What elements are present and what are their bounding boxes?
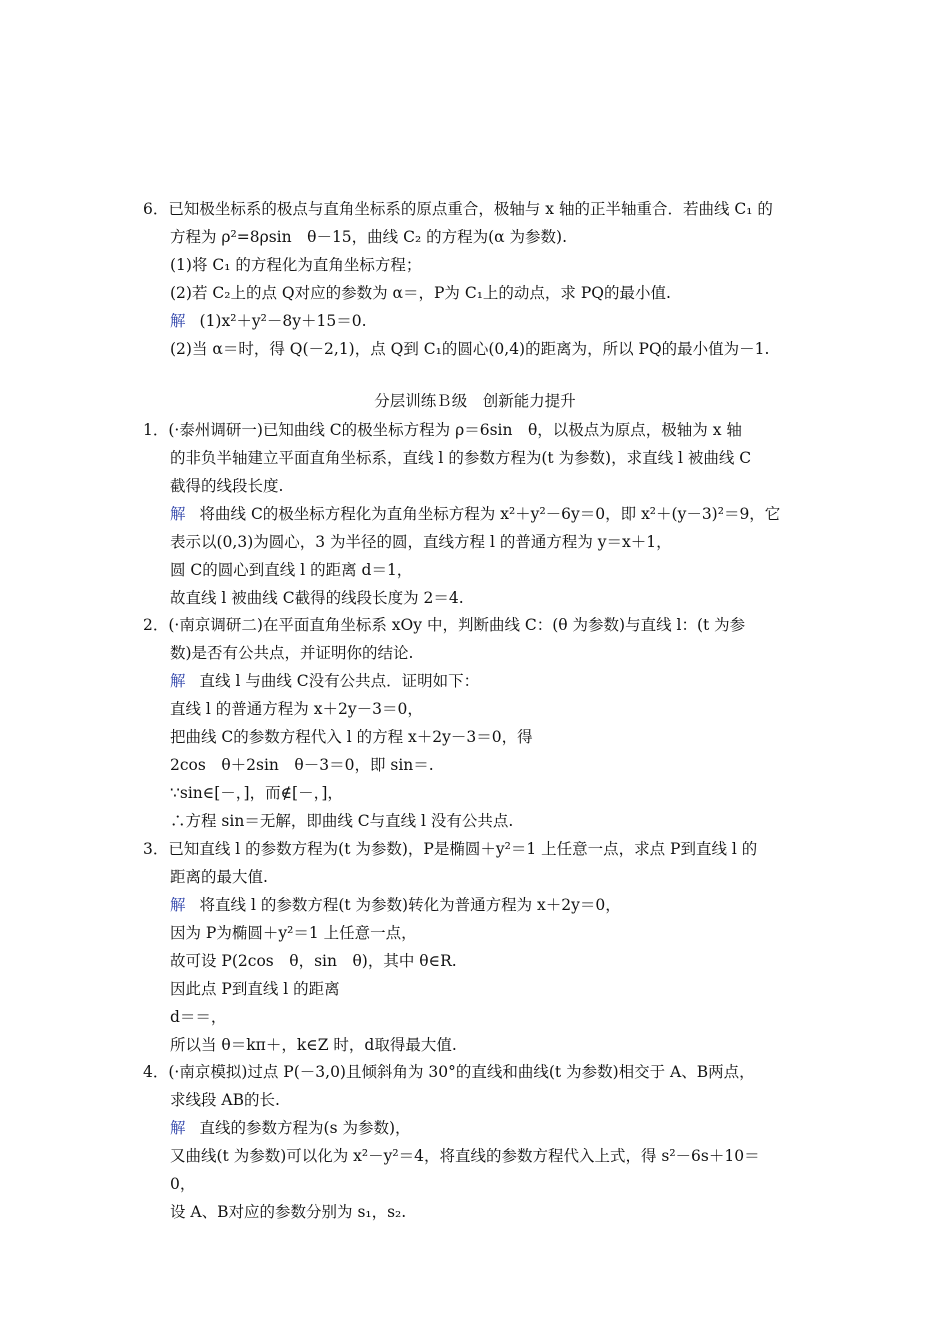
problem-2-solution-3: 把曲线 C的参数方程代入 l 的方程 x＋2y－3＝0，得	[170, 728, 533, 746]
problem-2-solution-1	[170, 670, 479, 692]
problem-1-line-3: 截得的线段长度.	[170, 477, 284, 495]
problem-4-line-1: 4．(·南京模拟)过点 P(－3,0)且倾斜角为 30°的直线和曲线(t 为参数)相交于 A、B两点，	[143, 1063, 755, 1081]
problem-6-part-2: (2)若 C₂上的点 Q对应的参数为 α＝，P为 C₁上的动点，求 PQ的最小值.	[170, 284, 671, 302]
problem-2-line-2: 数)是否有公共点，并证明你的结论.	[170, 644, 414, 662]
problem-6-line-1: 6．已知极坐标系的极点与直角坐标系的原点重合，极轴与 x 轴的正半轴重合．若曲线 C₁ 的	[143, 200, 773, 218]
problem-3-solution-2: 因为 P为椭圆＋y²＝1 上任意一点，	[170, 924, 417, 942]
solution-text: 直线的参数方程为(s 为参数)，	[199, 1119, 411, 1137]
problem-2-solution-6: ∴方程 sin＝无解，即曲线 C与直线 l 没有公共点.	[170, 812, 514, 830]
problem-3-solution-4: 因此点 P到直线 l 的距离	[170, 980, 340, 998]
problem-4-solution-4: 设 A、B对应的参数分别为 s₁，s₂.	[170, 1203, 407, 1221]
problem-6-solution-1	[170, 310, 367, 332]
problem-3-solution-3: 故可设 P(2cos θ，sin θ)，其中 θ∈R.	[170, 952, 457, 970]
solution-text: 将直线 l 的参数方程(t 为参数)转化为普通方程为 x＋2y＝0，	[199, 896, 621, 914]
problem-4-solution-3: 0，	[170, 1175, 196, 1193]
problem-1-solution-2: 表示以(0,3)为圆心，3 为半径的圆，直线方程 l 的普通方程为 y＝x＋1，	[170, 533, 672, 551]
problem-3-solution-6: 所以当 θ＝kπ＋，k∈Z 时，d取得最大值.	[170, 1036, 457, 1054]
solution-label: 解	[170, 672, 186, 690]
problem-2-solution-4: 2cos θ＋2sin θ－3＝0，即 sin＝.	[170, 756, 434, 774]
solution-label: 解	[170, 312, 186, 330]
problem-2-solution-5: ∵sin∈[－，]，而∉[－，]，	[170, 784, 343, 802]
solution-label: 解	[170, 1119, 186, 1137]
problem-6-solution-2: (2)当 α＝时，得 Q(－2,1)，点 Q到 C₁的圆心(0,4)的距离为，所以 PQ的最小值为－1.	[170, 340, 770, 358]
problem-1-solution-1	[170, 503, 780, 525]
problem-3-line-2: 距离的最大值.	[170, 868, 268, 886]
problem-1-solution-3: 圆 C的圆心到直线 l 的距离 d＝1，	[170, 561, 413, 579]
problem-3-line-1: 3．已知直线 l 的参数方程为(t 为参数)，P是椭圆＋y²＝1 上任意一点，求点 P到直线 l 的	[143, 840, 758, 858]
solution-text: 将曲线 C的极坐标方程化为直角坐标方程为 x²＋y²－6y＝0，即 x²＋(y－3)²＝9，它	[199, 505, 781, 523]
solution-text: 直线 l 与曲线 C没有公共点．证明如下：	[199, 672, 480, 690]
solution-label: 解	[170, 505, 186, 523]
solution-text: (1)x²＋y²－8y＋15＝0.	[199, 312, 367, 330]
problem-6-line-2: 方程为 ρ²=8ρsin θ－15，曲线 C₂ 的方程为(α 为参数).	[170, 228, 568, 246]
problem-6-part-1: (1)将 C₁ 的方程化为直角坐标方程；	[170, 256, 422, 274]
problem-3-solution-5: d＝＝，	[170, 1008, 227, 1026]
problem-2-line-1: 2．(·南京调研二)在平面直角坐标系 xOy 中，判断曲线 C：(θ 为参数)与直线 l：(t 为参	[143, 616, 746, 634]
problem-2-solution-2: 直线 l 的普通方程为 x＋2y－3＝0，	[170, 700, 423, 718]
problem-1-line-2: 的非负半轴建立平面直角坐标系，直线 l 的参数方程为(t 为参数)，求直线 l 被曲线 C	[170, 449, 752, 467]
problem-4-solution-2: 又曲线(t 为参数)可以化为 x²－y²＝4，将直线的参数方程代入上式，得 s²－6s＋10＝	[170, 1147, 760, 1165]
problem-3-solution-1	[170, 894, 621, 916]
problem-4-line-2: 求线段 AB的长.	[170, 1091, 280, 1109]
section-heading: 分层训练Ｂ级 创新能力提升	[374, 392, 576, 410]
problem-1-solution-4: 故直线 l 被曲线 C截得的线段长度为 2＝4.	[170, 589, 464, 607]
problem-4-solution-1	[170, 1117, 411, 1139]
problem-1-line-1: 1．(·泰州调研一)已知曲线 C的极坐标方程为 ρ＝6sin θ，以极点为原点，极轴为 x 轴	[143, 421, 742, 439]
solution-label: 解	[170, 896, 186, 914]
